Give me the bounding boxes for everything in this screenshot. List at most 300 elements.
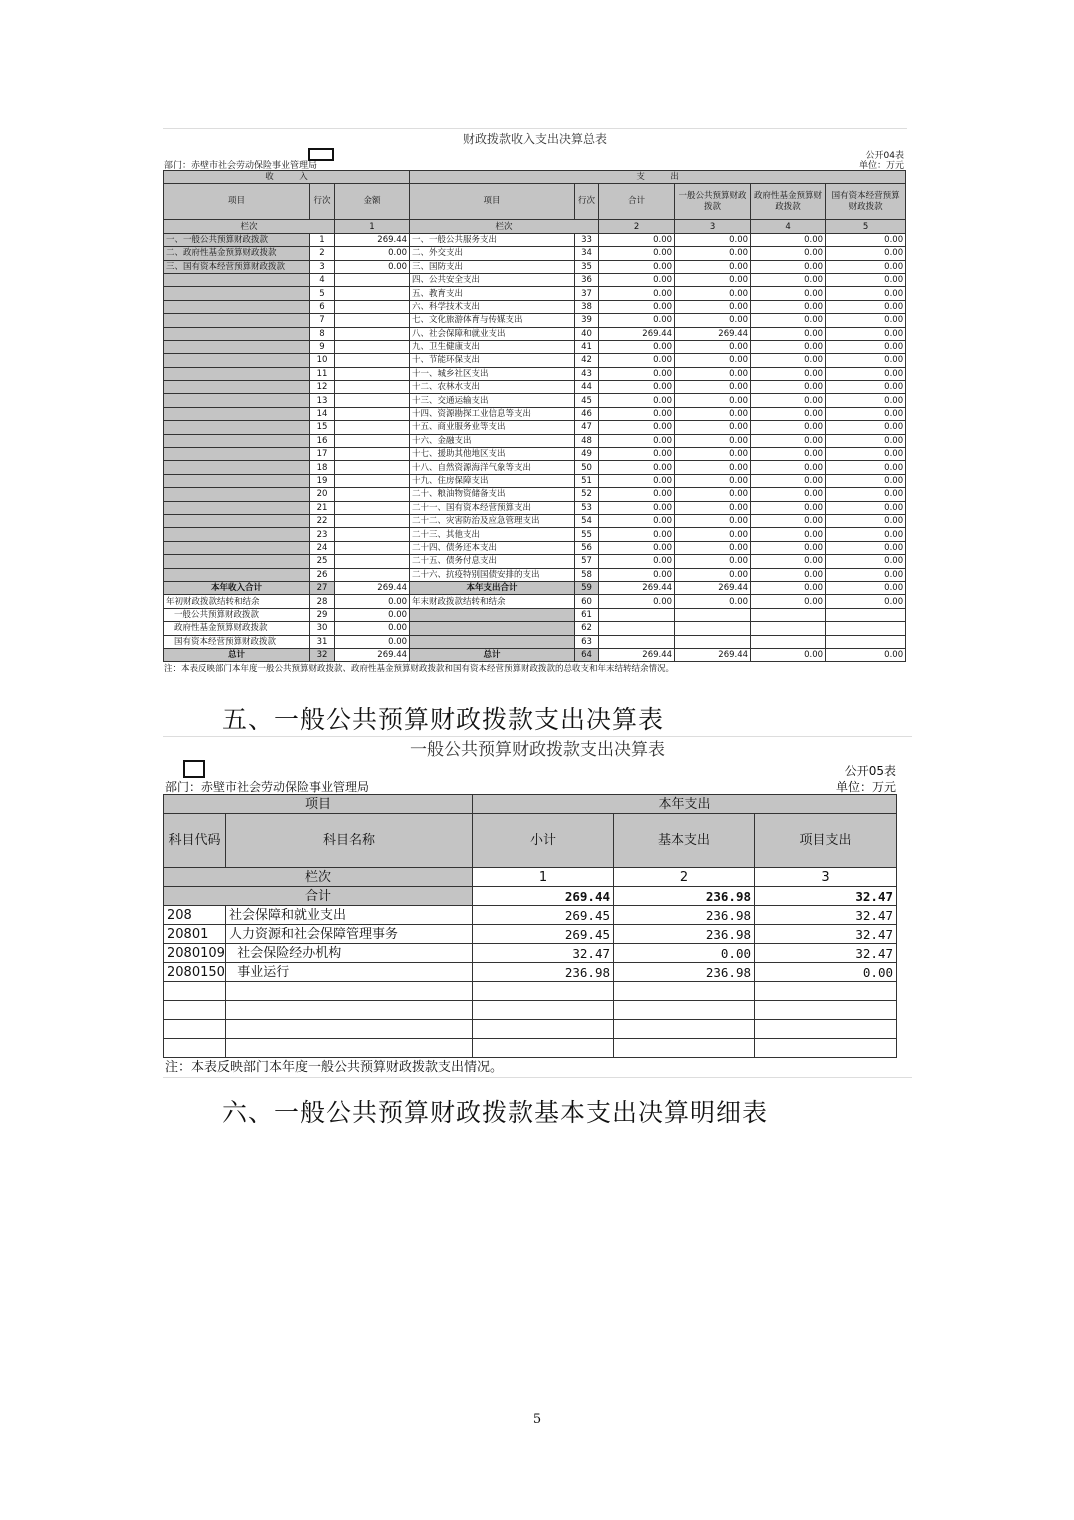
- col-label: 栏次: [164, 868, 473, 887]
- income-amount: [335, 327, 410, 340]
- expense-item: 五、教育支出: [410, 287, 575, 300]
- expense-row-no: 47: [575, 421, 599, 434]
- expense-gov-fund: 0.00: [751, 367, 826, 380]
- expense-total: 0.00: [599, 287, 675, 300]
- table05-empty-row: [164, 1020, 897, 1039]
- table05-unit: 单位：万元: [835, 780, 896, 794]
- subject-code: 20801: [164, 925, 226, 944]
- expense-total: 0.00: [599, 541, 675, 554]
- expense-state-capital: 0.00: [826, 514, 906, 527]
- carryover-exp-state-capital: [826, 608, 906, 621]
- table04-row: [164, 233, 906, 246]
- table04-row: [164, 501, 906, 514]
- income-amount: 0.00: [335, 260, 410, 273]
- empty-cell: [226, 982, 473, 1001]
- carryover-exp-gov-fund: [751, 608, 826, 621]
- expense-row-no: 34: [575, 247, 599, 260]
- table05-row: [164, 963, 897, 982]
- table04-row: [164, 568, 906, 581]
- expense-state-capital: 0.00: [826, 407, 906, 420]
- expense-state-capital: 0.00: [826, 501, 906, 514]
- carryover-exp-row-no: 61: [575, 608, 599, 621]
- grand-total-gov-fund: 0.00: [751, 648, 826, 661]
- income-amount: [335, 541, 410, 554]
- header-general: 一般公共预算财政拨款: [675, 184, 751, 220]
- expense-state-capital: 0.00: [826, 555, 906, 568]
- income-row-no: 8: [310, 327, 335, 340]
- expense-item: 三、国防支出: [410, 260, 575, 273]
- income-row-no: 25: [310, 555, 335, 568]
- expense-row-no: 56: [575, 541, 599, 554]
- expense-item: 十九、住房保障支出: [410, 474, 575, 487]
- header-name: 科目名称: [226, 814, 473, 868]
- col-num-3: 3: [675, 220, 751, 233]
- table04-row: [164, 327, 906, 340]
- col-num-4: 4: [751, 220, 826, 233]
- expense-gov-fund: 0.00: [751, 555, 826, 568]
- table04-row: [164, 354, 906, 367]
- table05-meta: [163, 762, 912, 794]
- income-amount: [335, 528, 410, 541]
- expense-row-no: 36: [575, 273, 599, 286]
- income-amount: [335, 273, 410, 286]
- income-amount: [335, 461, 410, 474]
- expense-row-no: 42: [575, 354, 599, 367]
- expense-state-capital: 0.00: [826, 448, 906, 461]
- expense-row-no: 39: [575, 314, 599, 327]
- expense-general: 0.00: [675, 394, 751, 407]
- carryover-exp-state-capital: [826, 635, 906, 648]
- table05-colnum-row: [164, 868, 897, 887]
- year-expense-total: 269.44: [599, 581, 675, 594]
- col-label-exp: 栏次: [410, 220, 599, 233]
- subtotal-value: 32.47: [473, 944, 614, 963]
- income-amount: [335, 421, 410, 434]
- income-item: 一、一般公共预算财政拨款: [164, 233, 310, 246]
- table05-total-row: [164, 887, 897, 906]
- expense-state-capital: 0.00: [826, 354, 906, 367]
- table04-row: [164, 541, 906, 554]
- expense-row-no: 43: [575, 367, 599, 380]
- table04-carryover-row: [164, 635, 906, 648]
- basic-value: 236.98: [614, 925, 755, 944]
- table04: [163, 170, 906, 662]
- income-row-no: 18: [310, 461, 335, 474]
- expense-gov-fund: 0.00: [751, 327, 826, 340]
- col-num-5: 5: [826, 220, 906, 233]
- project-value: 32.47: [755, 944, 897, 963]
- expense-item: 二十三、其他支出: [410, 528, 575, 541]
- expense-row-no: 46: [575, 407, 599, 420]
- empty-cell: [755, 1039, 897, 1058]
- expense-total: 0.00: [599, 514, 675, 527]
- expense-gov-fund: 0.00: [751, 233, 826, 246]
- header-exp-row-no: 行次: [575, 184, 599, 220]
- expense-item: 二十二、灾害防治及应急管理支出: [410, 514, 575, 527]
- expense-state-capital: 0.00: [826, 421, 906, 434]
- table04-row: [164, 260, 906, 273]
- expense-item: 十六、金融支出: [410, 434, 575, 447]
- expense-item: 十八、自然资源海洋气象等支出: [410, 461, 575, 474]
- total-label: 合计: [164, 887, 473, 906]
- expense-total: 0.00: [599, 260, 675, 273]
- subject-code: 2080150: [164, 963, 226, 982]
- expense-item: 二十、粮油物资储备支出: [410, 488, 575, 501]
- carryover-exp-state-capital: [826, 622, 906, 635]
- table04-row: [164, 488, 906, 501]
- subtotal-value: 269.45: [473, 925, 614, 944]
- income-row-no: 14: [310, 407, 335, 420]
- header-project: 项目支出: [755, 814, 897, 868]
- expense-item: 十二、农林水支出: [410, 381, 575, 394]
- table04-row: [164, 555, 906, 568]
- empty-cell: [226, 1001, 473, 1020]
- income-item: 二、政府性基金预算财政拨款: [164, 247, 310, 260]
- table04-carryover: [164, 595, 906, 649]
- carryover-exp-general: [675, 608, 751, 621]
- income-item: [164, 555, 310, 568]
- total-basic: 236.98: [614, 887, 755, 906]
- income-amount: 269.44: [335, 233, 410, 246]
- table05-note: 注：本表反映部门本年度一般公共预算财政拨款支出情况。: [163, 1058, 912, 1078]
- table04-note: 注：本表反映部门本年度一般公共预算财政拨款、政府性基金预算财政拨款和国有资本经营预算财政拨款的总收支和年末结转结余情况。: [164, 664, 675, 675]
- carryover-exp-item: [410, 622, 575, 635]
- expense-general: 0.00: [675, 528, 751, 541]
- carryover-item: 政府性基金预算财政拨款: [164, 622, 310, 635]
- expense-state-capital: 0.00: [826, 381, 906, 394]
- income-item: [164, 394, 310, 407]
- empty-cell: [614, 1001, 755, 1020]
- table05-row: [164, 906, 897, 925]
- header-row-no: 行次: [310, 184, 335, 220]
- carryover-exp-gov-fund: [751, 635, 826, 648]
- carryover-row-no: 30: [310, 622, 335, 635]
- header-code: 科目代码: [164, 814, 226, 868]
- header-subtotal: 小计: [473, 814, 614, 868]
- empty-cell: [755, 982, 897, 1001]
- expense-state-capital: 0.00: [826, 287, 906, 300]
- expense-row-no: 33: [575, 233, 599, 246]
- expense-state-capital: 0.00: [826, 461, 906, 474]
- expense-total: 0.00: [599, 528, 675, 541]
- income-amount: [335, 555, 410, 568]
- section-heading-6: 六、一般公共预算财政拨款基本支出决算明细表: [222, 1098, 769, 1127]
- subject-code: 208: [164, 906, 226, 925]
- carryover-exp-row-no: 62: [575, 622, 599, 635]
- income-row-no: 4: [310, 273, 335, 286]
- expense-gov-fund: 0.00: [751, 514, 826, 527]
- income-amount: [335, 514, 410, 527]
- table04-year-total-row: [164, 581, 906, 594]
- year-expense-state-capital: 0.00: [826, 581, 906, 594]
- expense-row-no: 44: [575, 381, 599, 394]
- cell-selection-marker: [183, 760, 205, 778]
- income-item: [164, 314, 310, 327]
- basic-value: 236.98: [614, 906, 755, 925]
- carryover-exp-general: 0.00: [675, 595, 751, 608]
- carryover-amount: 0.00: [335, 595, 410, 608]
- expense-general: 0.00: [675, 488, 751, 501]
- expense-state-capital: 0.00: [826, 474, 906, 487]
- income-item: [164, 501, 310, 514]
- year-expense-general: 269.44: [675, 581, 751, 594]
- expense-state-capital: 0.00: [826, 327, 906, 340]
- expense-item: 十、节能环保支出: [410, 354, 575, 367]
- expense-gov-fund: 0.00: [751, 434, 826, 447]
- expense-item: 一、一般公共服务支出: [410, 233, 575, 246]
- col-num-2: 2: [614, 868, 755, 887]
- expense-row-no: 57: [575, 555, 599, 568]
- table04-carryover-row: [164, 595, 906, 608]
- income-row-no: 17: [310, 448, 335, 461]
- expense-total: 0.00: [599, 233, 675, 246]
- grand-total-exp-label: 总计: [410, 648, 575, 661]
- expense-gov-fund: 0.00: [751, 488, 826, 501]
- table04-row: [164, 407, 906, 420]
- expense-general: 0.00: [675, 260, 751, 273]
- table04-row: [164, 394, 906, 407]
- empty-cell: [473, 982, 614, 1001]
- income-item: [164, 300, 310, 313]
- empty-cell: [614, 1020, 755, 1039]
- table04-row: [164, 474, 906, 487]
- income-item: [164, 541, 310, 554]
- table04-section-row: [164, 171, 906, 184]
- table04-row: [164, 514, 906, 527]
- income-item: [164, 514, 310, 527]
- income-row-no: 26: [310, 568, 335, 581]
- table04-sheet: [163, 128, 907, 676]
- table05-section-row: [164, 795, 897, 814]
- income-item: [164, 354, 310, 367]
- expense-gov-fund: 0.00: [751, 474, 826, 487]
- carryover-exp-total: [599, 635, 675, 648]
- expense-state-capital: 0.00: [826, 568, 906, 581]
- expense-row-no: 35: [575, 260, 599, 273]
- carryover-item: 年初财政拨款结转和结余: [164, 595, 310, 608]
- expense-state-capital: 0.00: [826, 367, 906, 380]
- expense-total: 0.00: [599, 474, 675, 487]
- table05-body: [164, 906, 897, 1058]
- header-amount: 金额: [335, 184, 410, 220]
- expense-gov-fund: 0.00: [751, 300, 826, 313]
- table05-empty-row: [164, 1001, 897, 1020]
- expense-row-no: 48: [575, 434, 599, 447]
- empty-cell: [755, 1001, 897, 1020]
- year-income-total-no: 27: [310, 581, 335, 594]
- table05-row: [164, 925, 897, 944]
- income-row-no: 1: [310, 233, 335, 246]
- empty-cell: [473, 1020, 614, 1039]
- expense-row-no: 49: [575, 448, 599, 461]
- income-amount: [335, 474, 410, 487]
- table04-row: [164, 434, 906, 447]
- table05-header-row: [164, 814, 897, 868]
- expense-total: 0.00: [599, 247, 675, 260]
- expense-gov-fund: 0.00: [751, 394, 826, 407]
- current-year-label: 本年支出: [473, 795, 897, 814]
- expense-gov-fund: 0.00: [751, 501, 826, 514]
- income-item: [164, 448, 310, 461]
- total-subtotal: 269.44: [473, 887, 614, 906]
- table05-title: 一般公共预算财政拨款支出决算表: [163, 736, 912, 762]
- grand-total-no: 32: [310, 648, 335, 661]
- income-item: 三、国有资本经营预算财政拨款: [164, 260, 310, 273]
- expense-gov-fund: 0.00: [751, 407, 826, 420]
- year-expense-total-no: 59: [575, 581, 599, 594]
- income-row-no: 5: [310, 287, 335, 300]
- expense-total: 0.00: [599, 501, 675, 514]
- carryover-amount: 0.00: [335, 635, 410, 648]
- income-row-no: 21: [310, 501, 335, 514]
- income-row-no: 16: [310, 434, 335, 447]
- expense-gov-fund: 0.00: [751, 340, 826, 353]
- expense-total: 0.00: [599, 394, 675, 407]
- expense-row-no: 40: [575, 327, 599, 340]
- expense-gov-fund: 0.00: [751, 260, 826, 273]
- header-item: 项目: [164, 184, 310, 220]
- income-row-no: 19: [310, 474, 335, 487]
- table04-grand-total-row: [164, 648, 906, 661]
- col-label: 栏次: [164, 220, 335, 233]
- income-row-no: 23: [310, 528, 335, 541]
- expense-total: 0.00: [599, 300, 675, 313]
- income-item: [164, 340, 310, 353]
- grand-total-label: 总计: [164, 648, 310, 661]
- expense-gov-fund: 0.00: [751, 448, 826, 461]
- expense-general: 0.00: [675, 541, 751, 554]
- income-row-no: 12: [310, 381, 335, 394]
- empty-cell: [614, 1039, 755, 1058]
- expense-state-capital: 0.00: [826, 434, 906, 447]
- expense-general: 0.00: [675, 381, 751, 394]
- expense-gov-fund: 0.00: [751, 541, 826, 554]
- expense-general: 0.00: [675, 367, 751, 380]
- grand-total-general: 269.44: [675, 648, 751, 661]
- carryover-amount: 0.00: [335, 608, 410, 621]
- table04-header-row: [164, 184, 906, 220]
- project-value: 32.47: [755, 925, 897, 944]
- expense-gov-fund: 0.00: [751, 247, 826, 260]
- carryover-exp-gov-fund: [751, 622, 826, 635]
- income-row-no: 6: [310, 300, 335, 313]
- expense-row-no: 51: [575, 474, 599, 487]
- income-amount: [335, 381, 410, 394]
- col-num-1: 1: [335, 220, 410, 233]
- expense-gov-fund: 0.00: [751, 528, 826, 541]
- project-value: 0.00: [755, 963, 897, 982]
- header-total: 合计: [599, 184, 675, 220]
- expense-row-no: 55: [575, 528, 599, 541]
- table04-unit: 单位：万元: [858, 161, 904, 171]
- carryover-exp-state-capital: 0.00: [826, 595, 906, 608]
- subject-name: 社会保险经办机构: [226, 944, 473, 963]
- income-item: [164, 461, 310, 474]
- year-expense-total-label: 本年支出合计: [410, 581, 575, 594]
- header-exp-item: 项目: [410, 184, 575, 220]
- carryover-row-no: 29: [310, 608, 335, 621]
- table04-row: [164, 300, 906, 313]
- income-item: [164, 474, 310, 487]
- expense-item: 十七、援助其他地区支出: [410, 448, 575, 461]
- carryover-exp-total: [599, 608, 675, 621]
- expense-item: 二十五、债务付息支出: [410, 555, 575, 568]
- expense-state-capital: 0.00: [826, 273, 906, 286]
- table05: [163, 794, 897, 1058]
- empty-cell: [226, 1039, 473, 1058]
- income-amount: [335, 488, 410, 501]
- empty-cell: [164, 1001, 226, 1020]
- empty-cell: [164, 982, 226, 1001]
- income-item: [164, 407, 310, 420]
- expense-general: 0.00: [675, 314, 751, 327]
- income-item: [164, 528, 310, 541]
- income-section-label: 收 入: [164, 171, 410, 184]
- expense-total: 0.00: [599, 314, 675, 327]
- expense-item: 二十六、抗疫特别国债安排的支出: [410, 568, 575, 581]
- expense-state-capital: 0.00: [826, 528, 906, 541]
- expense-item: 二十四、债务还本支出: [410, 541, 575, 554]
- table04-row: [164, 421, 906, 434]
- header-state-capital: 国有资本经营预算财政拨款: [826, 184, 906, 220]
- empty-cell: [755, 1020, 897, 1039]
- carryover-exp-general: [675, 635, 751, 648]
- expense-total: 0.00: [599, 354, 675, 367]
- carryover-row-no: 28: [310, 595, 335, 608]
- income-amount: [335, 407, 410, 420]
- expense-general: 0.00: [675, 287, 751, 300]
- carryover-item: 一般公共预算财政拨款: [164, 608, 310, 621]
- expense-general: 0.00: [675, 233, 751, 246]
- expense-row-no: 53: [575, 501, 599, 514]
- expense-general: 0.00: [675, 354, 751, 367]
- expense-total: 0.00: [599, 568, 675, 581]
- basic-value: 0.00: [614, 944, 755, 963]
- table04-colnum-row: [164, 220, 906, 233]
- table05-empty-row: [164, 982, 897, 1001]
- carryover-exp-item: [410, 608, 575, 621]
- year-income-total-amount: 269.44: [335, 581, 410, 594]
- expense-item: 六、科学技术支出: [410, 300, 575, 313]
- income-amount: [335, 367, 410, 380]
- expense-general: 0.00: [675, 568, 751, 581]
- expense-gov-fund: 0.00: [751, 421, 826, 434]
- table04-code: 公开04表: [865, 151, 904, 161]
- table04-carryover-row: [164, 608, 906, 621]
- table04-row: [164, 314, 906, 327]
- income-amount: [335, 300, 410, 313]
- grand-total-state-capital: 0.00: [826, 648, 906, 661]
- expense-item: 二十一、国有资本经营预算支出: [410, 501, 575, 514]
- expense-item: 八、社会保障和就业支出: [410, 327, 575, 340]
- expense-item: 十五、商业服务业等支出: [410, 421, 575, 434]
- total-project: 32.47: [755, 887, 897, 906]
- expense-total: 0.00: [599, 421, 675, 434]
- expense-general: 0.00: [675, 407, 751, 420]
- expense-general: 0.00: [675, 421, 751, 434]
- table05-code: 公开05表: [844, 764, 896, 778]
- carryover-exp-row-no: 60: [575, 595, 599, 608]
- expense-general: 0.00: [675, 340, 751, 353]
- income-item: [164, 327, 310, 340]
- expense-total: 0.00: [599, 448, 675, 461]
- expense-general: 0.00: [675, 247, 751, 260]
- expense-general: 0.00: [675, 514, 751, 527]
- grand-total-amount: 269.44: [335, 648, 410, 661]
- expense-gov-fund: 0.00: [751, 314, 826, 327]
- expense-state-capital: 0.00: [826, 394, 906, 407]
- year-income-total-label: 本年收入合计: [164, 581, 310, 594]
